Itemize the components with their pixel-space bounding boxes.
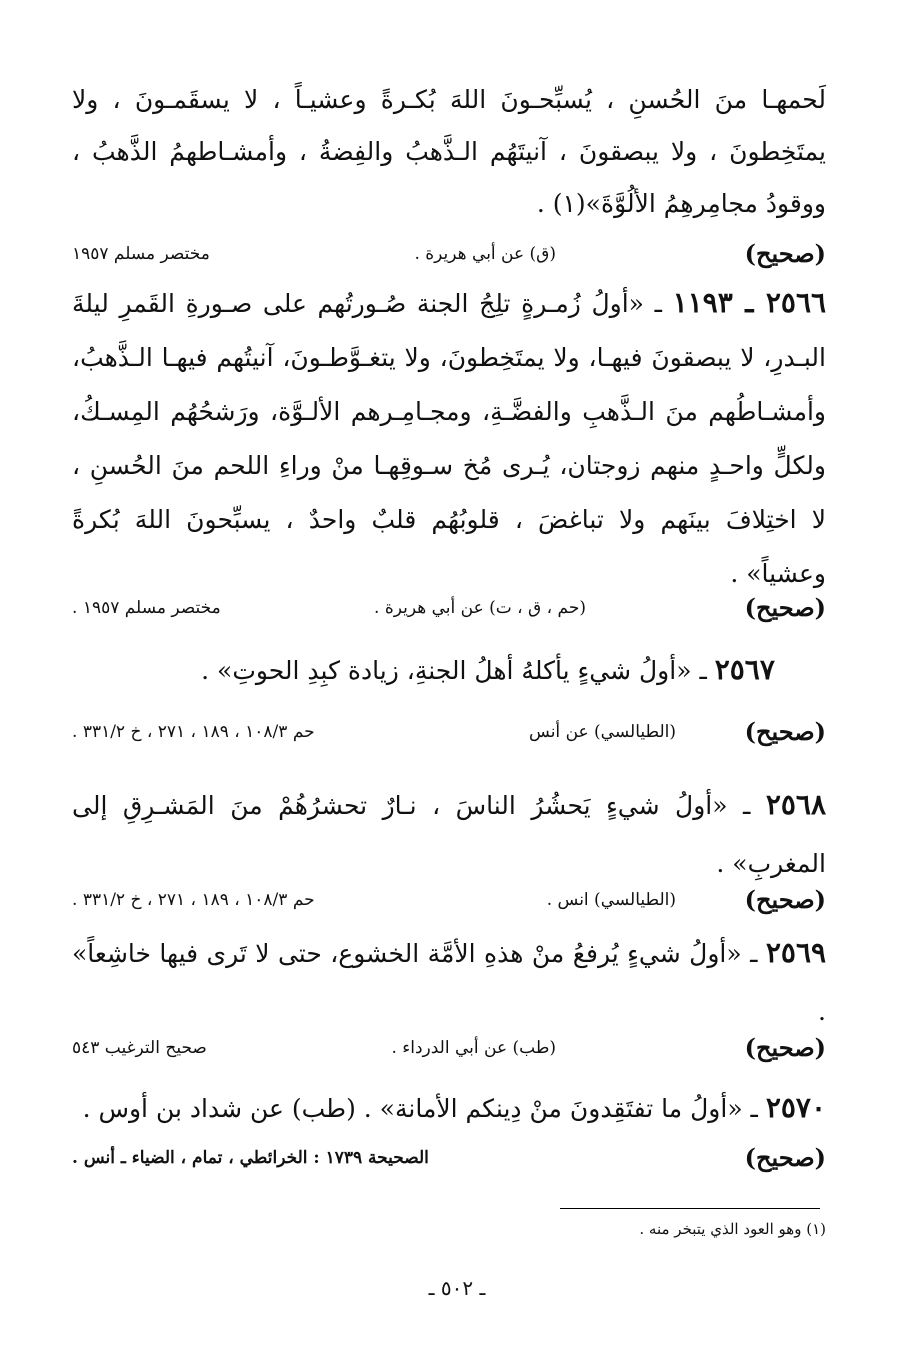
- page-number: ـ ٥٠٢ ـ: [428, 1276, 486, 1300]
- source-line: [72, 1138, 826, 1178]
- grade-label: ( صحيح ): [745, 234, 826, 274]
- footnote-divider: [560, 1208, 820, 1209]
- hadith-text: ـ «أولُ شيءٍ يُرفعُ منْ هذهِ الأمَّة الخشوع، حتى لا تَرى فيها خاشِعاً» .: [72, 939, 826, 1026]
- source-narrator: (طب) عن أبي الدرداء .: [391, 1038, 556, 1058]
- source-line: [72, 880, 826, 920]
- grade-label: ( صحيح ): [745, 880, 826, 920]
- intro-paragraph: [72, 74, 826, 230]
- source-reference: صحيح الترغيب ٥٤٣: [72, 1038, 207, 1058]
- source-narrator: (حم ، ق ، ت) عن أبي هريرة .: [374, 598, 586, 618]
- hadith-text: ـ «أولُ شيءٍ يَحشُرُ الناسَ ، نـارٌ تحشرُهُمْ منَ المَشـرِقِ إلى المغربِ» .: [72, 791, 826, 878]
- grade-label: ( صحيح ): [745, 1028, 826, 1068]
- source-narrator: (الطيالسي) عن أنس: [529, 722, 676, 742]
- source-narrator: (ق) عن أبي هريرة .: [414, 244, 556, 264]
- hadith-number: ٢٥٦٧: [714, 653, 775, 686]
- source-line: [72, 234, 826, 274]
- grade-label: ( صحيح ): [745, 712, 826, 752]
- hadith-number: ٢٥٦٦ ـ ١١٩٣: [672, 286, 827, 319]
- grade-label: ( صحيح ): [745, 588, 826, 628]
- footnote-text: (١) وهو العود الذي يتبخر منه .: [639, 1220, 826, 1238]
- footnote: [226, 1216, 826, 1242]
- hadith-text: ـ «أولُ ما تفتَقِدونَ منْ دِينكم الأمانة» . (طب) عن شداد بن أوس .: [82, 1094, 758, 1123]
- source-reference: حم ١٠٨/٣ ، ١٨٩ ، ٢٧١ ، خ ٣٣١/٢ .: [72, 890, 315, 910]
- hadith-number: ٢٥٧٠: [765, 1091, 826, 1124]
- source-reference: حم ١٠٨/٣ ، ١٨٩ ، ٢٧١ ، خ ٣٣١/٢ .: [72, 722, 315, 742]
- hadith-number: ٢٥٦٨: [765, 788, 826, 821]
- hadith-text: ـ «أولُ زُمـرةٍ تلِجُ الجنة صُـورتُهم على صـورةِ القَمرِ ليلةَ البـدرِ، لا يبصقونَ فيهـا، ولا يمتَخِطونَ، ولا يتغـوَّطـونَ، آنيتُهم فيهـا الـذَّهبُ، وأمشـاطُهم منَ الـذَّهبِ والفضَّـةِ، ومجـامِـرهم الألـوَّة، ورَشحُهُم المِسـكُ، ولكلٍّ واحـدٍ منهم زوجتان، يُـرى مُخ سـوقِهـا منْ وراءِ اللحم منَ الحُسنِ ، لا اختِلافَ بينَهم ولا تباغضَ ، قلوبُهُم قلبٌ واحدٌ ، يسبِّحونَ اللهَ بُكرةً وعشياً» .: [72, 289, 826, 588]
- source-line: [72, 712, 826, 752]
- source-reference: الصحيحة ١٧٣٩ : الخرائطي ، تمام ، الضياء ـ أنس .: [72, 1148, 429, 1168]
- intro-text: لَحمهـا منَ الحُسنِ ، يُسبِّحـونَ اللهَ بُكـرةً وعشيـاً ، لا يسقَمـونَ ، ولا يمتَخِطونَ ، ولا يبصقونَ ، آنيتَهُم الـذَّهبُ والفِضةُ ، وأمشـاطهمُ الذَّهبُ ، ووقودُ مجامِرهِمُ الألُوَّةَ»(١) .: [72, 85, 826, 218]
- hadith-2569: [72, 924, 826, 1041]
- source-reference: مختصر مسلم ١٩٥٧: [72, 244, 210, 264]
- hadith-2566: [72, 276, 826, 601]
- source-reference: مختصر مسلم ١٩٥٧ .: [72, 598, 221, 618]
- grade-label: ( صحيح ): [745, 1138, 826, 1178]
- source-line: [72, 1028, 826, 1068]
- source-line: [72, 588, 826, 628]
- hadith-2567: [150, 642, 826, 699]
- hadith-number: ٢٥٦٩: [765, 936, 827, 969]
- hadith-2568: [72, 776, 826, 893]
- hadith-text: ـ «أولُ شيءٍ يأكلهُ أهلُ الجنةِ، زيادة كبِدِ الحوتِ» .: [201, 656, 707, 685]
- source-narrator: (الطيالسي) انس .: [546, 890, 676, 910]
- hadith-2570: [72, 1080, 826, 1137]
